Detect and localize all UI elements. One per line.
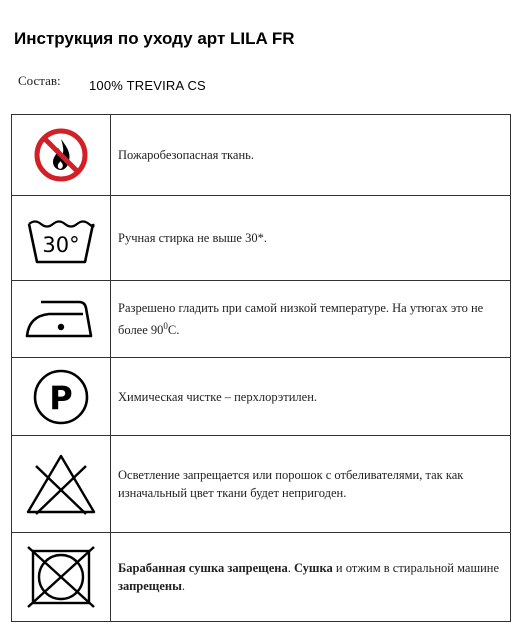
do-not-bleach-icon	[24, 451, 98, 517]
icon-cell	[12, 436, 111, 533]
care-row-tumble-dry	[12, 533, 511, 622]
icon-cell	[12, 281, 111, 358]
wash-temperature-label: 30°	[42, 233, 80, 257]
care-row-bleach	[12, 436, 511, 533]
icon-cell	[12, 115, 111, 196]
care-row-fire	[12, 115, 511, 196]
dry-clean-p-icon	[31, 367, 91, 427]
do-not-tumble-dry-icon	[26, 544, 96, 610]
care-text: Осветление запрещается или порошок с отбеливателями, так как изначальный цвет ткани будет непригоден.	[111, 436, 511, 533]
icon-cell	[12, 533, 111, 622]
hand-wash-30-icon	[25, 209, 97, 267]
no-fire-icon	[33, 127, 89, 183]
dry-clean-letter: P	[49, 378, 73, 417]
care-text: Пожаробезопасная ткань.	[111, 115, 511, 196]
care-text: Ручная стирка не выше 30*.	[111, 196, 511, 281]
composition-value: 100% TREVIRA CS	[89, 78, 206, 93]
icon-cell	[12, 196, 111, 281]
care-row-iron	[12, 281, 511, 358]
care-text: Разрешено гладить при самой низкой температуре. На утюгах это не более $90^0С$.	[111, 281, 511, 358]
care-row-dry-clean	[12, 358, 511, 436]
composition-label: Состав:	[18, 73, 61, 88]
iron-low-icon	[21, 294, 101, 344]
care-text: Химическая чистке – перхлорэтилен.	[111, 358, 511, 436]
care-text: Барабанная сушка запрещена. Сушка и отжим в стиральной машине запрещены.	[111, 533, 511, 622]
care-instructions-table	[11, 114, 511, 622]
page-title: Инструкция по уходу арт LILA FR	[14, 29, 295, 48]
care-row-wash	[12, 196, 511, 281]
icon-cell	[12, 358, 111, 436]
